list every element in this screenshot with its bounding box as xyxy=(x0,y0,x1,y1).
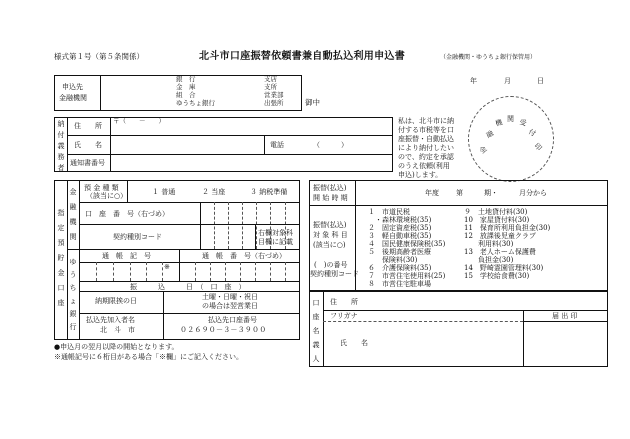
svg-text:金: 金 xyxy=(478,144,489,156)
subject-item[interactable]: 15 学校給食費(30) xyxy=(464,272,530,280)
subject-item[interactable]: ８ 市営住宅駐車場 xyxy=(368,280,431,288)
passbook-number-input[interactable] xyxy=(180,263,299,280)
storage-note: （金融機関・ゆうちょ銀行保管用） xyxy=(440,54,537,61)
footnote-1: ●申込月の翌月以降の開始となります。 xyxy=(54,343,179,351)
account-bank-label: 金融機関 xyxy=(69,188,77,241)
subject-item[interactable]: ５ 後期高齢者医療 xyxy=(368,248,431,256)
deposit-type-tax[interactable]: ３ 納税準備 xyxy=(250,188,288,196)
date-day-label: 日 xyxy=(537,77,544,85)
svg-text:融: 融 xyxy=(485,129,496,140)
code-label-2: 契約種別コード xyxy=(310,270,359,278)
start-year-label: 年度 xyxy=(425,189,439,197)
subject-item[interactable]: 10 家屋貸付料(30) xyxy=(464,216,530,224)
svg-text:機: 機 xyxy=(494,118,504,128)
subject-item[interactable]: 保険料(30) xyxy=(368,256,418,264)
date-year-label: 年 xyxy=(470,77,477,85)
payer-side-label: 納付義務者 xyxy=(57,120,65,172)
holder-seal-area[interactable] xyxy=(525,323,606,365)
svg-text:印: 印 xyxy=(532,141,544,153)
due-date-value-2: の場合は翌営業日 xyxy=(202,302,258,310)
passbook-code-label: 通 帳 記 号 xyxy=(102,252,151,260)
branch-type-shuchojo[interactable]: 出張所 xyxy=(264,99,284,107)
bank-type-yucho[interactable]: ゆうちょ銀行 xyxy=(176,99,215,107)
subject-item[interactable]: ６ 介護保険料(35) xyxy=(368,264,432,272)
subject-item[interactable]: 負担金(30) xyxy=(464,256,514,264)
payer-phone-label: 電話 xyxy=(270,141,284,149)
holder-name-label: 氏 名 xyxy=(340,339,368,347)
bank-type-kumiai[interactable]: 組 合 xyxy=(176,91,196,99)
payer-notice-no-label: 通知書番号 xyxy=(70,159,105,167)
payer-name-label: 氏 名 xyxy=(74,141,102,149)
recipient-branch-input[interactable] xyxy=(222,76,262,110)
notice-line: 座振替・自動払込 xyxy=(398,135,454,143)
account-number-input[interactable] xyxy=(201,203,299,223)
payee-account-value: ０２６９０－３－３９００ xyxy=(180,326,267,334)
payee-name-value: 北 斗 市 xyxy=(100,326,135,334)
deposit-type-current[interactable]: ２ 当座 xyxy=(202,188,226,196)
svg-text:付: 付 xyxy=(527,127,538,139)
holder-furigana-label: フリガナ xyxy=(330,312,358,320)
holder-address-input[interactable] xyxy=(370,293,606,308)
transfer-day-label: 振 込 日 （ 口 座 ） xyxy=(130,283,246,291)
bank-type-shinkin[interactable]: 金 庫 xyxy=(176,83,196,91)
subject-item[interactable]: ３ 軽自動車税(35) xyxy=(368,232,432,240)
notice-line: 申込)します。 xyxy=(398,171,443,179)
recipient-label: 申込先 xyxy=(62,83,83,91)
passbook-code-input[interactable] xyxy=(80,263,178,280)
subject-item[interactable]: １ 市道民税 xyxy=(368,208,410,216)
page-title: 北斗市口座振替依頼書兼自動払込利用申込書 xyxy=(199,51,405,62)
subject-label-1: 振替(払込) xyxy=(313,221,347,229)
yucho-label: ゆうちょ銀行 xyxy=(69,258,77,331)
account-number-label: 口 座 番 号（右づめ） xyxy=(85,210,169,218)
footnote-2: ※通帳記号に６桁目がある場合「※欄」にご記入ください。 xyxy=(54,353,243,361)
payer-notice-no-input[interactable] xyxy=(112,156,392,171)
notice-line: のうえ依頼(利用 xyxy=(398,162,450,170)
recipient-bank-label: 金融機関 xyxy=(59,94,87,102)
payer-name-input[interactable] xyxy=(112,137,262,153)
subject-label-2: 対 象 科 目 xyxy=(313,231,348,239)
holder-seal-label: 届 出 印 xyxy=(552,312,578,320)
subject-item[interactable]: 12 放課後児童クラブ xyxy=(464,232,536,240)
kome-mark: ※ xyxy=(164,263,170,271)
payee-account-label: 払込先口座番号 xyxy=(208,316,257,324)
deposit-type-label: 預 金 種 類 xyxy=(84,184,119,192)
subject-item[interactable]: 14 野崎霊園管理料(30) xyxy=(464,264,544,272)
start-period-label: 第 期・ 月分から xyxy=(456,189,547,197)
subject-label-3: (該当に○) xyxy=(313,241,346,249)
payee-name-label: 払込先加入者名 xyxy=(86,316,135,324)
notice-line: ので、約定を承認 xyxy=(398,153,454,161)
due-date-value-1: 土曜・日曜・祝日 xyxy=(202,293,258,301)
payer-address-input[interactable] xyxy=(112,126,392,134)
subject-item[interactable]: 13 老人ホーム保護費 xyxy=(464,248,536,256)
subject-item[interactable]: 11 保育所利用負担金(30) xyxy=(464,224,551,232)
payer-phone-input[interactable]: （ ） xyxy=(313,141,348,149)
subject-item[interactable]: ７ 市営住宅使用料(25) xyxy=(368,272,446,280)
holder-name-input[interactable] xyxy=(380,323,520,365)
branch-type-shisho[interactable]: 支所 xyxy=(264,83,277,91)
subject-item[interactable]: ４ 国民健康保険税(35) xyxy=(368,240,446,248)
right-fill-note-1: 右欄対象科 xyxy=(258,229,293,237)
passbook-number-label: 通 帳 番 号（右づめ） xyxy=(202,252,286,260)
bank-stamp-label xyxy=(468,96,554,182)
notice-line: により納付したい xyxy=(398,144,454,152)
holder-side-label: 口座名義人 xyxy=(312,299,320,363)
account-side-label: 指定預貯金口座 xyxy=(57,209,65,307)
branch-type-shiten[interactable]: 支店 xyxy=(264,75,277,83)
subject-item[interactable]: ・森林環境税(35) xyxy=(368,216,432,224)
contract-code-label: 契約種別コード xyxy=(113,233,162,241)
subject-item[interactable]: ２ 固定資産税(35) xyxy=(368,224,432,232)
deposit-type-sub: （該当に○） xyxy=(86,192,128,200)
code-label-1: ( )の番号 xyxy=(314,261,348,269)
due-date-label: 納期限挨の日 xyxy=(95,297,137,305)
subject-item[interactable]: 利用料(30) xyxy=(464,240,514,248)
branch-type-eigyobu[interactable]: 営業部 xyxy=(264,91,284,99)
start-label-2: 開 始 時 期 xyxy=(313,194,348,202)
payer-address-label: 住 所 xyxy=(74,122,102,130)
start-period-input[interactable] xyxy=(357,182,605,203)
notice-line: 付する市税等を口 xyxy=(398,126,454,134)
svg-text:関: 関 xyxy=(507,115,514,123)
deposit-type-ordinary[interactable]: １ 普通 xyxy=(152,188,176,196)
right-fill-note-2: 目欄に記載 xyxy=(258,238,293,246)
payer-postal[interactable]: 〒（ － ） xyxy=(113,117,165,125)
onchu-label: 御中 xyxy=(305,98,320,107)
holder-address-label: 住 所 xyxy=(330,298,358,306)
date-month-label: 月 xyxy=(504,77,511,85)
notice-line: 私は、北斗市に納 xyxy=(398,117,454,125)
bank-type-bank[interactable]: 銀 行 xyxy=(176,75,196,83)
svg-text:受: 受 xyxy=(518,118,528,128)
start-label-1: 振替(払込) xyxy=(313,184,347,192)
form-number: 様式第１号（第５条関係） xyxy=(54,52,144,61)
subject-item[interactable]: ９ 土地貸付料(30) xyxy=(464,208,528,216)
